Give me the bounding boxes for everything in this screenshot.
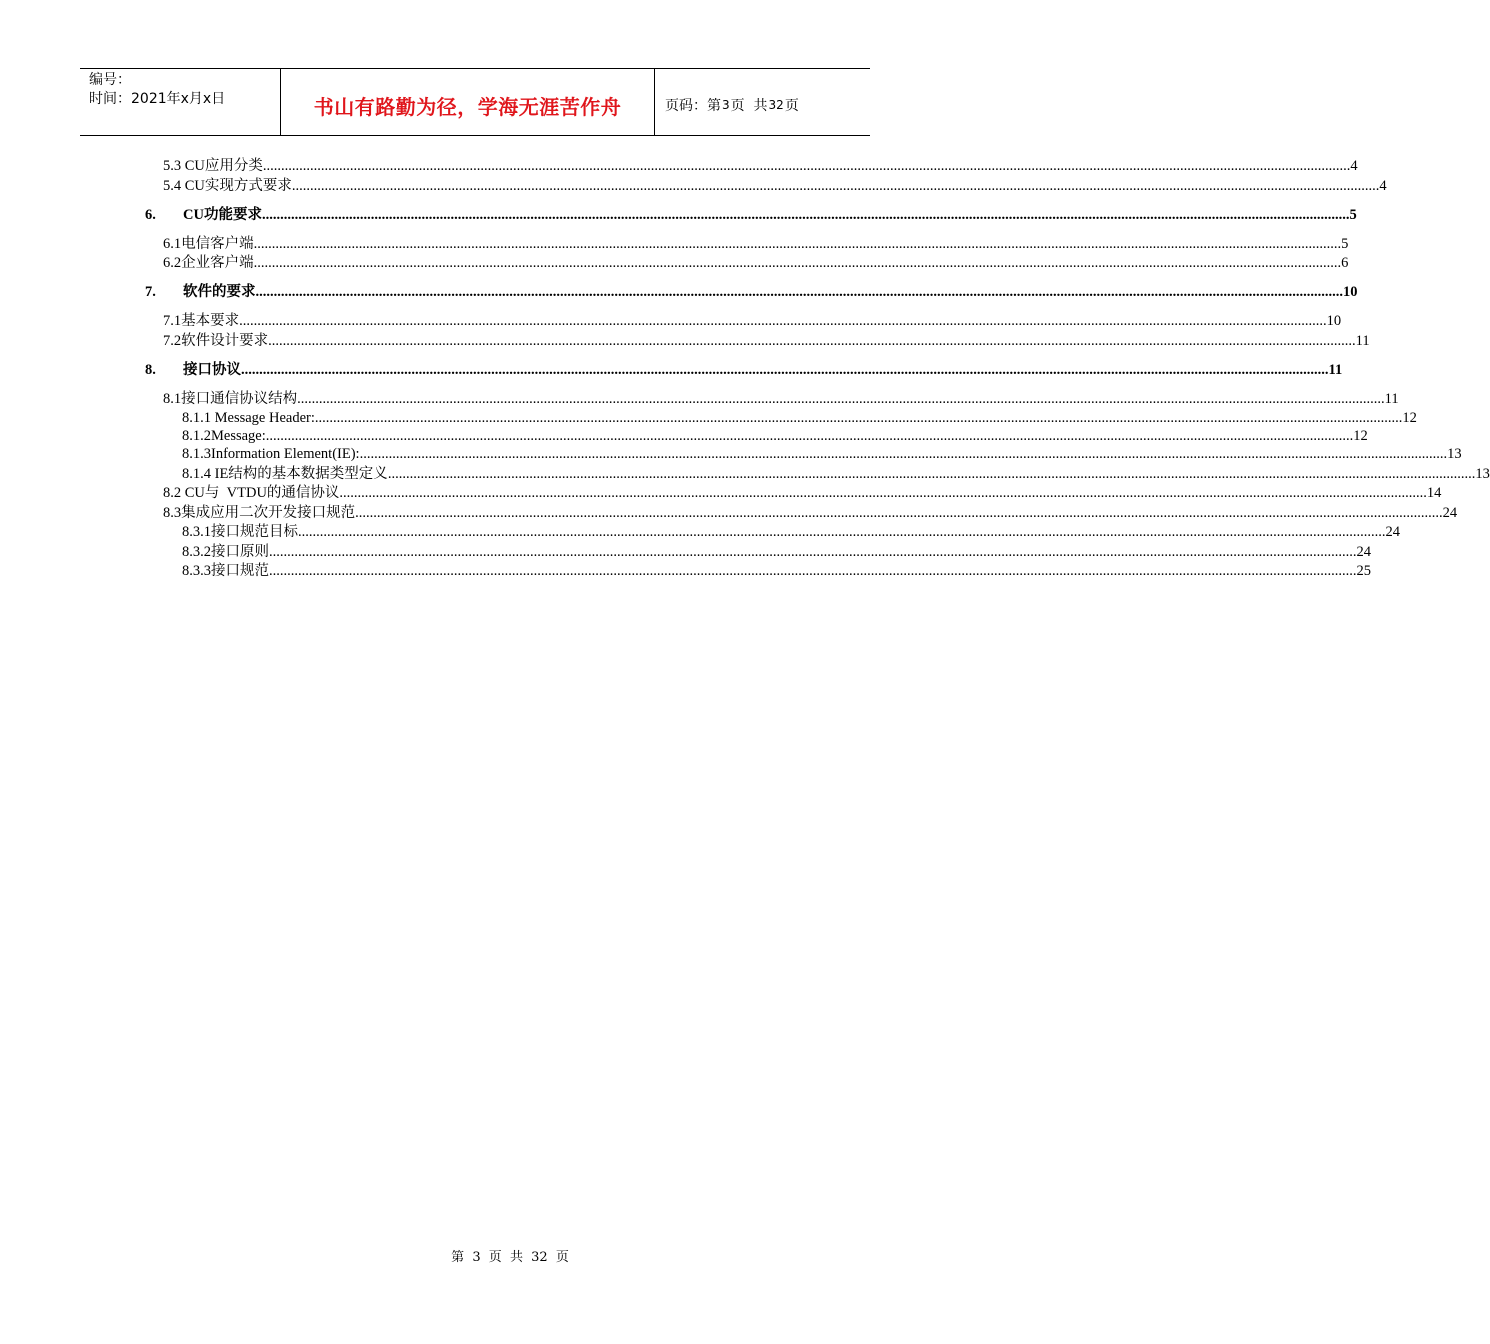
toc-leader-dots: ............................................................................................................................................................................................................................................................................................................ — [239, 313, 1327, 329]
toc-entry[interactable] — [145, 206, 1357, 224]
toc-page-number: 24 — [1385, 524, 1400, 540]
toc-entry-label — [182, 445, 360, 463]
toc-page-number: 25 — [1356, 563, 1371, 579]
toc-page-number: 5 — [1341, 236, 1349, 252]
toc-leader-dots: ............................................................................................................................................................................................................................................................................................................ — [241, 362, 1329, 378]
header-page-total: 32 — [768, 98, 784, 112]
toc-page-number: 11 — [1384, 391, 1399, 407]
toc-leader-dots: ............................................................................................................................................................................................................................................................................................................ — [297, 391, 1385, 407]
toc-entry[interactable] — [182, 562, 1371, 580]
toc-entry-title: 8.3集成应用二次开发接口规范 — [163, 505, 356, 521]
toc-leader-dots: ............................................................................................................................................................................................................................................................................................................ — [269, 563, 1357, 579]
header-meta — [80, 69, 281, 135]
toc-page-number: 4 — [1350, 158, 1358, 174]
toc-entry-label — [163, 254, 254, 272]
toc-entry[interactable] — [182, 445, 1462, 463]
toc-entry-label — [182, 543, 269, 561]
header-motto: 书山有路勤为径，学海无涯苦作舟 — [281, 69, 655, 135]
toc-entry-title: 7.1基本要求 — [163, 313, 240, 329]
toc-entry-label — [163, 312, 239, 330]
toc-leader-dots: ............................................................................................................................................................................................................................................................................................................ — [298, 524, 1386, 540]
toc-entry[interactable] — [182, 523, 1400, 541]
toc-chapter-number: 7. — [145, 284, 156, 300]
toc-leader-dots: ............................................................................................................................................................................................................................................................................................................ — [253, 236, 1342, 252]
header-page-prefix: 页码：第 — [665, 98, 721, 114]
toc-entry-title: CU功能要求 — [183, 207, 262, 223]
toc-entry-title: 5.4 CU实现方式要求 — [163, 178, 292, 194]
toc-entry[interactable] — [163, 254, 1349, 272]
toc-entry-label — [163, 390, 297, 408]
header-page-suffix: 页 — [784, 98, 799, 114]
toc-entry-title: 8.1.2Message: — [182, 428, 266, 444]
page-footer — [0, 1246, 950, 1265]
toc-entry-label — [182, 523, 298, 541]
toc-entry[interactable] — [182, 543, 1371, 561]
toc-entry-title: 8.3.2接口原则 — [182, 544, 269, 560]
toc-entry[interactable] — [182, 465, 1490, 483]
toc-entry-label — [182, 427, 266, 445]
toc-page-number: 10 — [1326, 313, 1342, 329]
toc-leader-dots: ............................................................................................................................................................................................................................................................................................................ — [355, 505, 1443, 521]
toc-entry-label — [182, 465, 388, 483]
toc-entry[interactable] — [163, 157, 1358, 175]
header-page-number — [655, 69, 870, 135]
toc-page-number: 11 — [1355, 333, 1370, 349]
toc-entry-label — [145, 206, 262, 224]
toc-entry-label — [163, 484, 339, 502]
footer-prefix: 第 — [451, 1250, 465, 1265]
toc-entry[interactable] — [163, 504, 1458, 522]
toc-page-number: 14 — [1426, 485, 1442, 501]
toc-entry[interactable] — [145, 283, 1358, 301]
footer-current: 3 — [472, 1250, 481, 1265]
toc-leader-dots: ............................................................................................................................................................................................................................................................................................................ — [291, 178, 1380, 194]
toc-leader-dots: ............................................................................................................................................................................................................................................................................................................ — [265, 428, 1354, 444]
toc-page-number: 5 — [1349, 207, 1357, 223]
toc-entry-label — [182, 409, 315, 427]
toc-leader-dots: ............................................................................................................................................................................................................................................................................................................ — [253, 255, 1342, 271]
toc-entry-title: 8.1接口通信协议结构 — [163, 391, 298, 407]
header-page-current: 3 — [722, 98, 730, 112]
time-label: 时间：2021年x月x日 — [89, 91, 226, 107]
toc-entry-title: 8.1.3Information Element(IE): — [182, 446, 360, 462]
toc-entry-label — [163, 177, 292, 195]
toc-page-number: 12 — [1402, 410, 1417, 426]
toc-entry-label — [163, 235, 254, 253]
toc-entry[interactable] — [163, 177, 1387, 195]
toc-leader-dots: ............................................................................................................................................................................................................................................................................................................ — [268, 333, 1356, 349]
toc-entry-title: 5.3 CU应用分类 — [163, 158, 263, 174]
toc-entry-label — [163, 157, 263, 175]
footer-total: 32 — [531, 1250, 548, 1265]
toc-leader-dots: ............................................................................................................................................................................................................................................................................................................ — [314, 410, 1403, 426]
toc-entry-title: 8.3.3接口规范 — [182, 563, 269, 579]
toc-entry-label — [163, 504, 355, 522]
toc-entry[interactable] — [163, 390, 1399, 408]
toc-entry[interactable] — [145, 361, 1343, 379]
toc-chapter-number: 6. — [145, 207, 156, 223]
toc-leader-dots: ............................................................................................................................................................................................................................................................................................................ — [255, 284, 1343, 300]
toc-entry-label — [145, 283, 256, 301]
toc-entry-label — [145, 361, 241, 379]
toc-page-number: 4 — [1379, 178, 1387, 194]
toc-page-number: 13 — [1475, 466, 1490, 482]
toc-leader-dots: ............................................................................................................................................................................................................................................................................................................ — [261, 207, 1350, 223]
toc-leader-dots: ............................................................................................................................................................................................................................................................................................................ — [269, 544, 1357, 560]
toc-entry-title: 8.3.1接口规范目标 — [182, 524, 298, 540]
header-page-middle: 页 共 — [730, 98, 768, 114]
toc-page-number: 13 — [1447, 446, 1462, 462]
toc-entry-title: 6.1电信客户端 — [163, 236, 254, 252]
footer-middle: 页 共 — [488, 1250, 523, 1265]
serial-label: 编号： — [89, 72, 131, 88]
toc-leader-dots: ............................................................................................................................................................................................................................................................................................................ — [262, 158, 1351, 174]
toc-entry[interactable] — [182, 409, 1417, 427]
toc-leader-dots: ............................................................................................................................................................................................................................................................................................................ — [339, 485, 1427, 501]
toc-page-number: 6 — [1341, 255, 1349, 271]
toc-entry[interactable] — [163, 332, 1370, 350]
toc-chapter-number: 8. — [145, 362, 156, 378]
footer-suffix: 页 — [555, 1250, 569, 1265]
toc-entry-title: 7.2软件设计要求 — [163, 333, 269, 349]
toc-entry[interactable] — [163, 235, 1349, 253]
toc-leader-dots: ............................................................................................................................................................................................................................................................................................................ — [359, 446, 1448, 462]
toc-entry-title: 8.1.1 Message Header: — [182, 410, 315, 426]
toc-entry[interactable] — [163, 312, 1342, 330]
toc-entry-title: 6.2企业客户端 — [163, 255, 254, 271]
toc-page-number: 24 — [1442, 505, 1458, 521]
toc-page-number: 11 — [1328, 362, 1343, 378]
toc-page-number: 10 — [1343, 284, 1358, 300]
toc-entry[interactable] — [163, 484, 1442, 502]
toc-entry-title: 接口协议 — [183, 362, 241, 378]
toc-entry-title: 软件的要求 — [183, 284, 256, 300]
toc-entry-title: 8.2 CU与 VTDU的通信协议 — [163, 485, 340, 501]
toc-page-number: 12 — [1353, 428, 1368, 444]
toc-leader-dots: ............................................................................................................................................................................................................................................................................................................ — [387, 466, 1476, 482]
toc-entry-title: 8.1.4 IE结构的基本数据类型定义 — [182, 466, 388, 482]
toc-page-number: 24 — [1356, 544, 1371, 560]
toc-entry[interactable] — [182, 427, 1368, 445]
toc-entry-label — [182, 562, 269, 580]
page-header — [80, 68, 870, 136]
toc-entry-label — [163, 332, 268, 350]
